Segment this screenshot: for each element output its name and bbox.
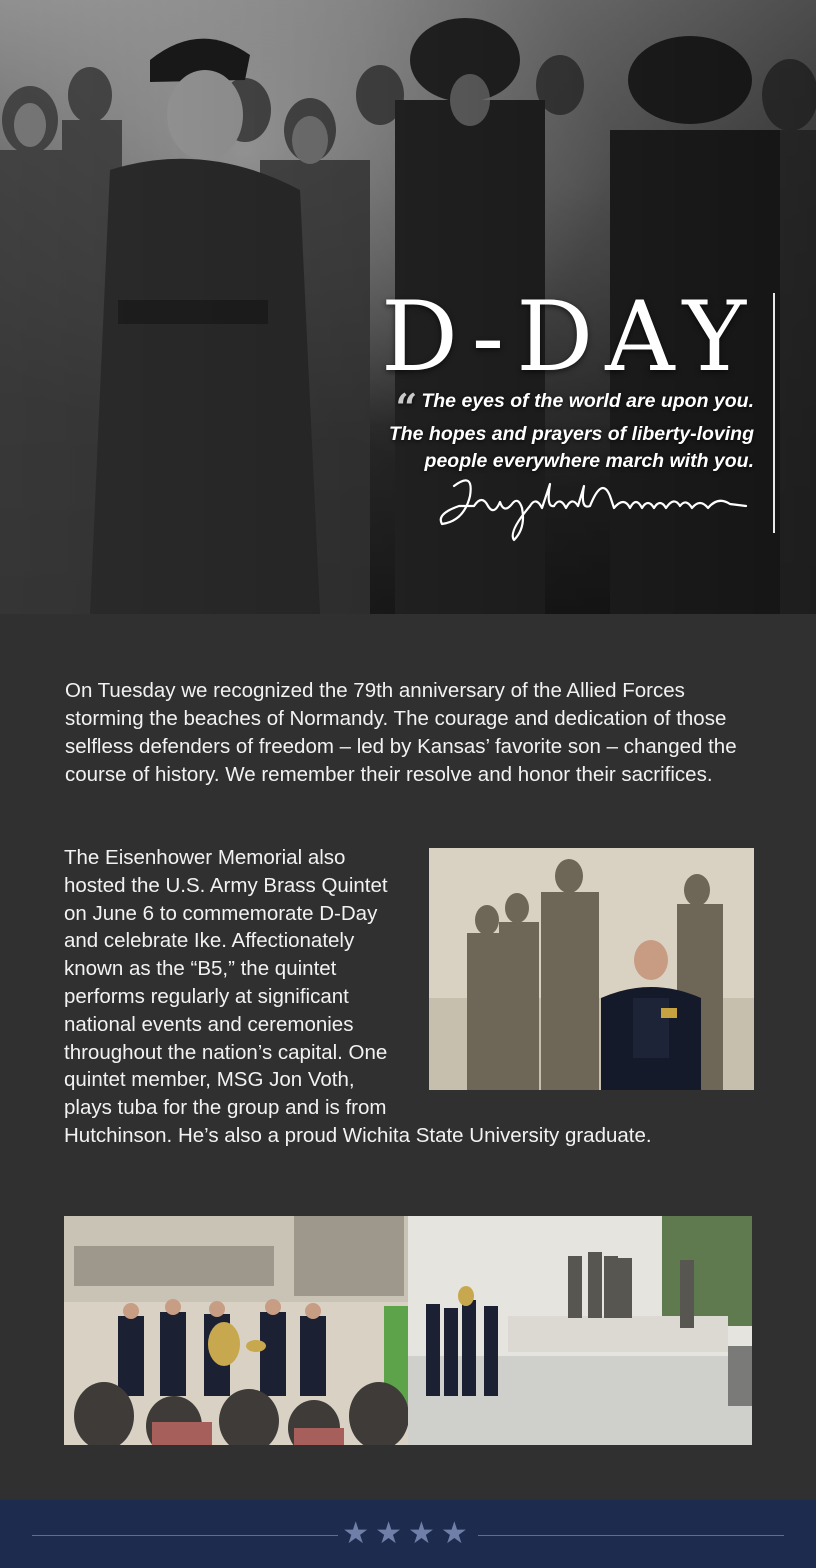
footer-band xyxy=(0,1500,816,1568)
footer-rule-right xyxy=(478,1535,784,1536)
quote-line-3: people everywhere march with you. xyxy=(424,450,754,472)
article-paragraph-2-block xyxy=(64,844,754,1150)
photo-gallery xyxy=(64,1216,752,1445)
photo-quintet-at-memorial-plaza xyxy=(408,1216,752,1445)
photo-soldier-at-memorial-statues xyxy=(429,848,754,1090)
star-icon-row: ★★★★ xyxy=(342,1516,474,1551)
article-paragraph-1: On Tuesday we recognized the 79th anniversary of the Allied Forces storming the beaches of Normandy. The courage and dedication of those selfless defenders of freedom – led by Kansas’ favorite son – changed the course of history. We remember their resolve and honor their sacrifices. xyxy=(65,679,737,786)
quote-line-1: “ The eyes of the world are upon you. xyxy=(395,385,754,430)
quote-line-2: The hopes and prayers of liberty-loving xyxy=(388,423,754,445)
hero-quote xyxy=(324,385,754,475)
article-paragraph-2: The Eisenhower Memorial also hosted the U.S. Army Brass Quintet on June 6 to commemorate D-Day and celebrate Ike. Affectionately known as the “B5,” the quintet performs regularly at significant national events and ceremonies throughout the nation’s capital. One quintet member, MSG Jon Voth, plays tuba for the group and is from Hutchinson. He’s also a proud Wichita State University graduate. xyxy=(64,846,652,1147)
hero-title: D-DAY xyxy=(381,281,758,393)
signature-image xyxy=(434,466,750,546)
photo-brass-quintet-performing xyxy=(64,1216,408,1445)
quote-mark-icon: “ xyxy=(395,385,418,430)
hero-divider xyxy=(773,293,775,533)
hero-banner xyxy=(0,0,816,614)
footer-rule-left xyxy=(32,1535,338,1536)
